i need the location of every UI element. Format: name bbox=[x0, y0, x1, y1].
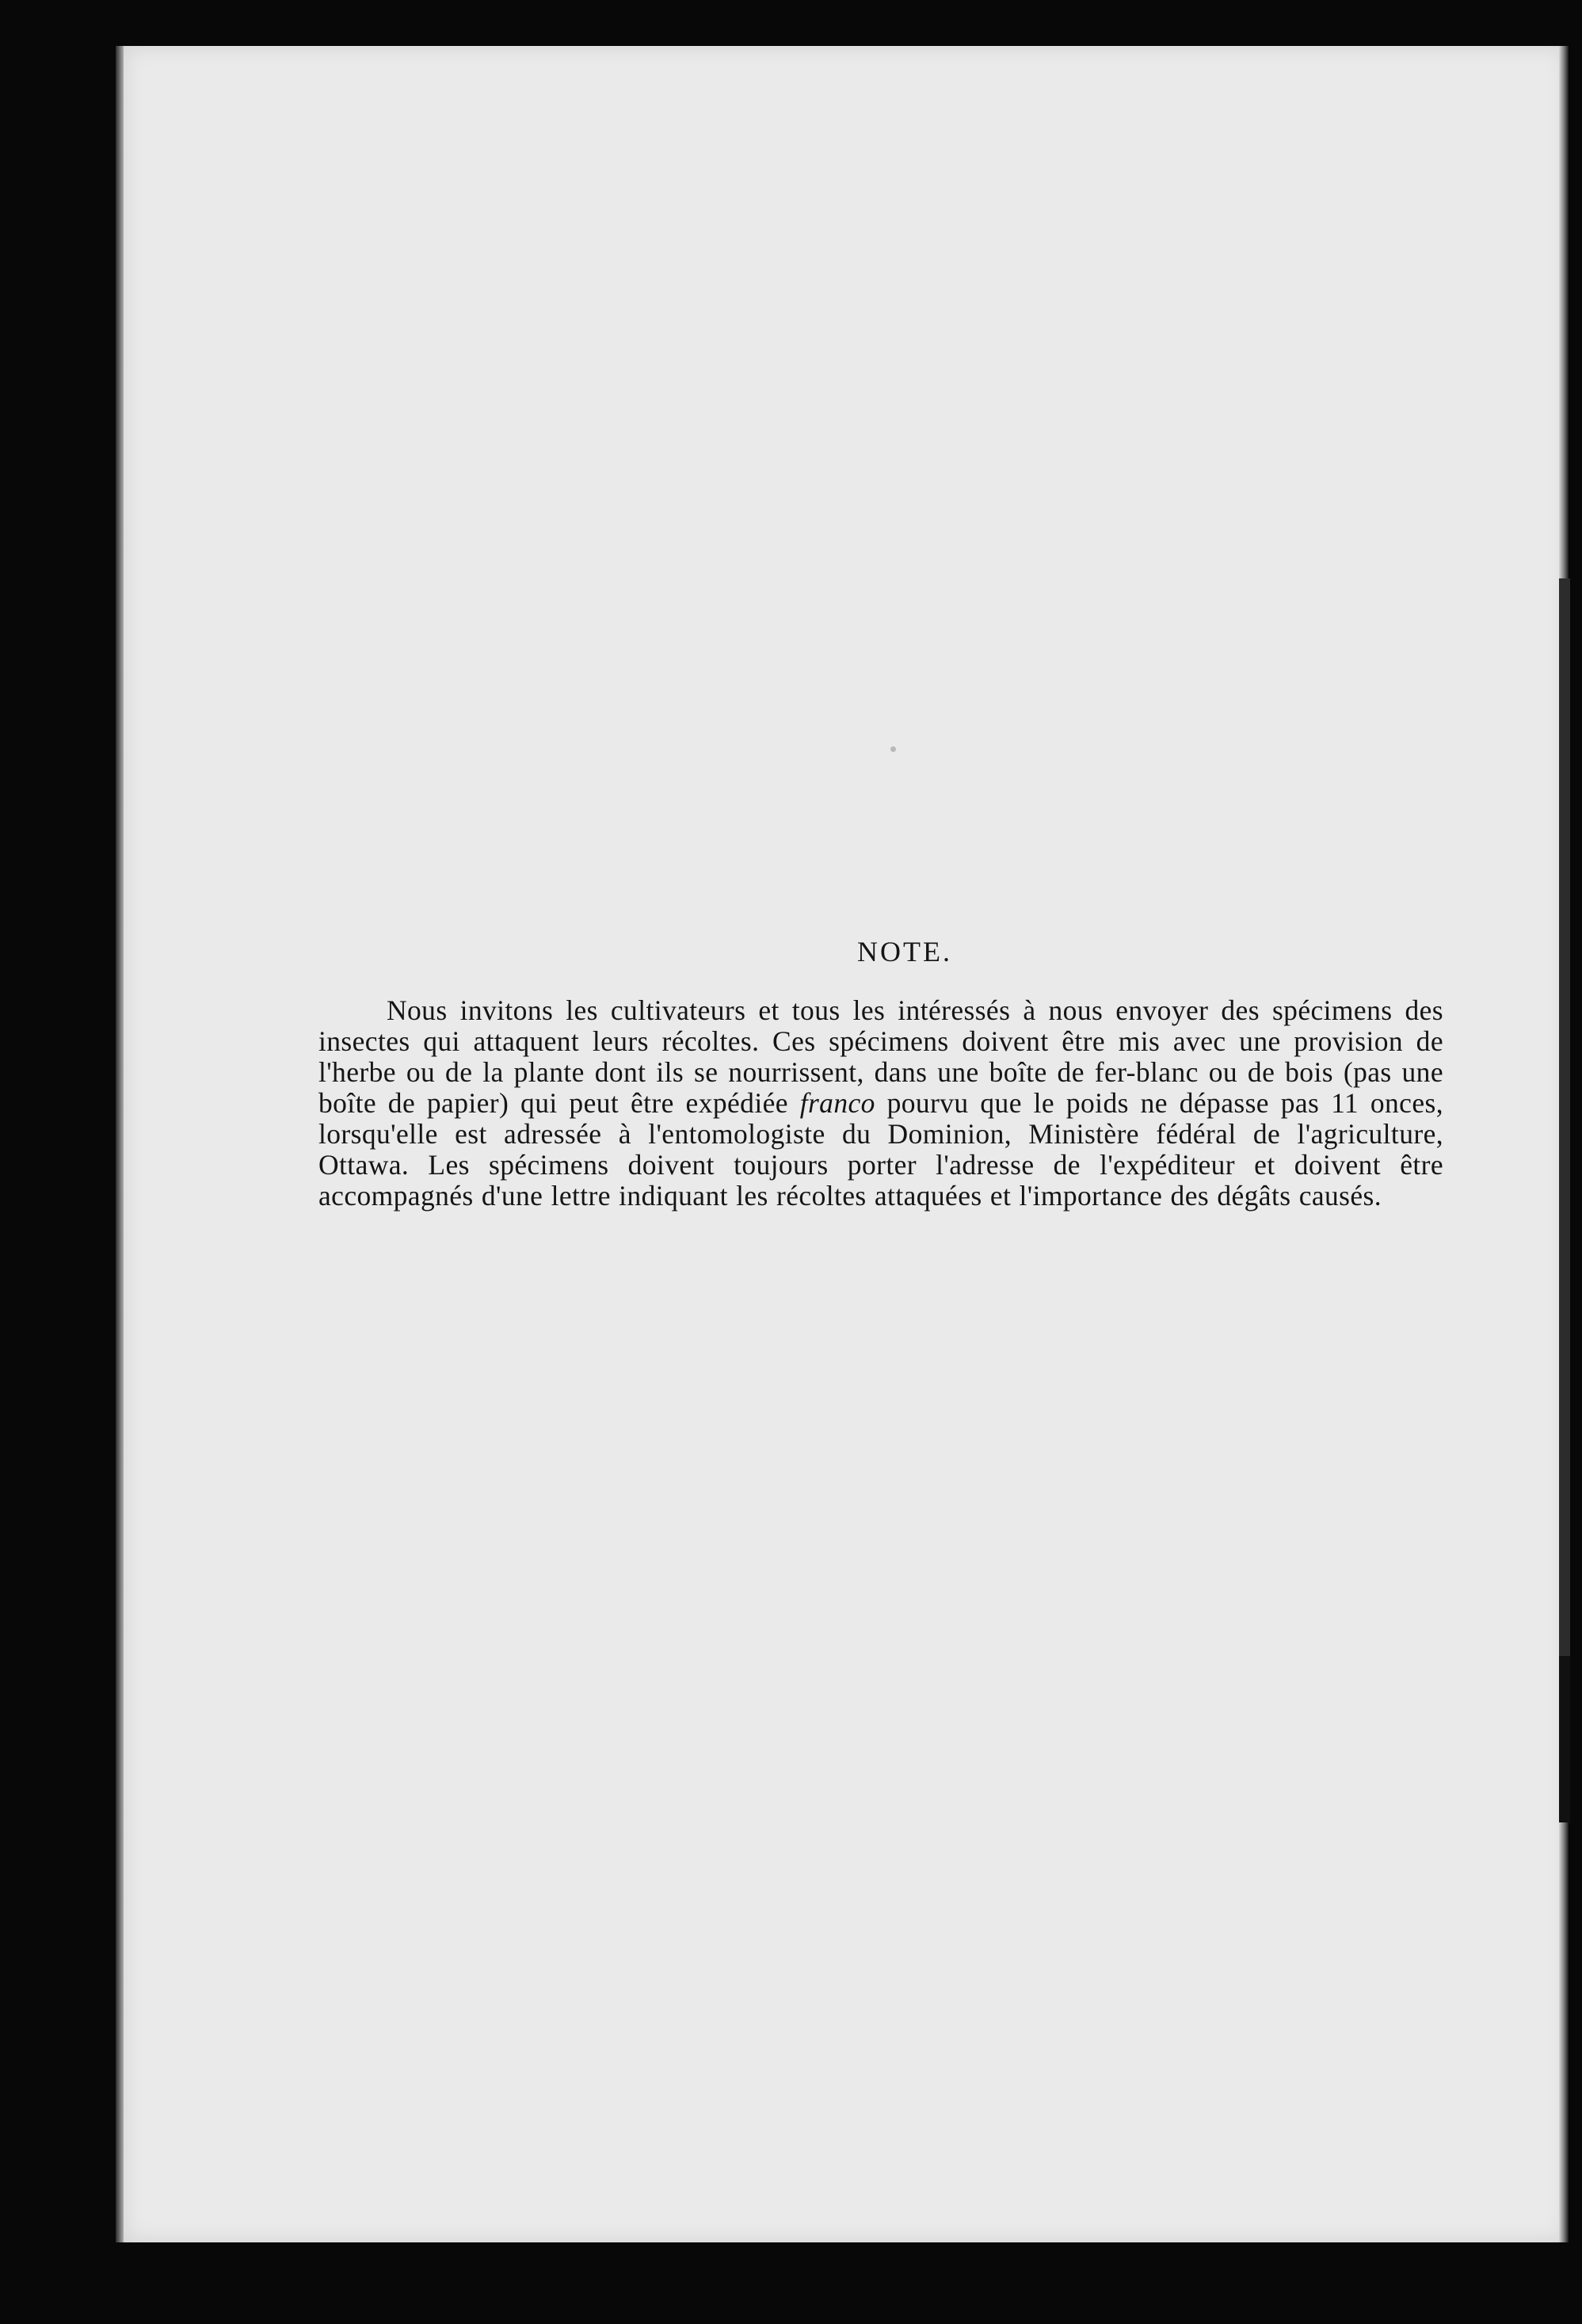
binding-shadow-lower bbox=[1559, 1656, 1570, 1822]
note-title: NOTE. bbox=[857, 936, 952, 967]
paper-page bbox=[124, 46, 1567, 2242]
binding-shadow bbox=[1559, 578, 1570, 1688]
paper-speck bbox=[890, 746, 896, 752]
note-text-part-2: pourvu que le poids ne dépasse pas 11 onces, lorsqu'elle est adressée à l'entomologiste du Dominion, Ministère fédéral de l'agriculture, Ottawa. Les spécimens doivent toujours porter l'adresse de l'expéditeur et doivent être accompagnés d'une lettre indiquant les récoltes attaquées et l'importance des dégâts causés. bbox=[318, 1087, 1443, 1212]
note-text-italic: franco bbox=[799, 1087, 875, 1119]
note-text-part-1: Nous invitons les cultivateurs et tous les intéressés à nous envoyer des spécimens des insectes qui attaquent leurs récoltes. Ces spécimens doivent être mis avec une provision de l'herbe ou de la plante dont ils se nourrissent, dans une boîte de fer-blanc ou de bois (pas une boîte de papier) qui peut être expédiée bbox=[318, 994, 1443, 1119]
note-paragraph bbox=[318, 995, 1443, 1212]
note-block bbox=[318, 935, 1443, 1212]
